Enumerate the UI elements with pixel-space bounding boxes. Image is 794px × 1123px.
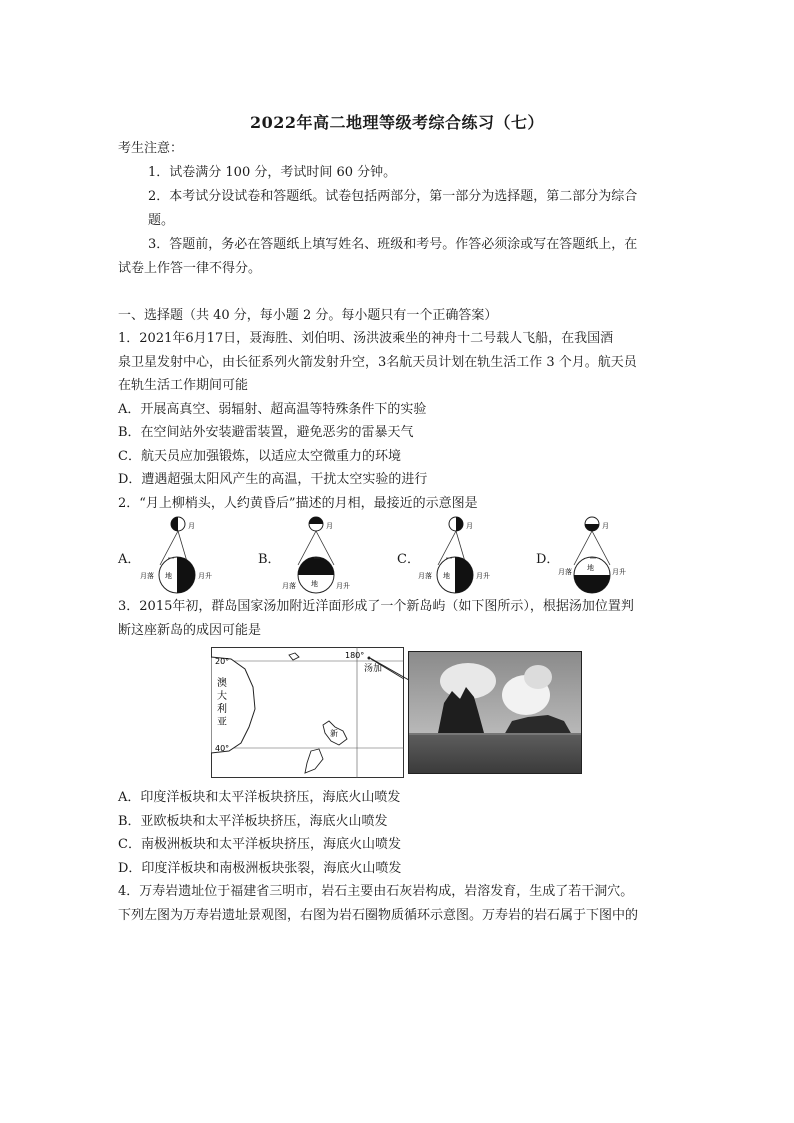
australia-char-2: 大 — [217, 691, 227, 702]
moonset-label: 月落 — [558, 568, 572, 576]
option-label-b: B． — [258, 552, 281, 567]
moonrise-label: 月升 — [476, 572, 490, 580]
moonset-label: 月落 — [418, 572, 432, 580]
notice-item: 3．答题前，务必在答题纸上填写姓名、班级和考号。作答必须涂或写在答题纸上，在 — [148, 237, 638, 252]
answer-option: A．开展高真空、弱辐射、超高温等特殊条件下的实验 — [118, 402, 427, 417]
australia-label — [216, 676, 230, 732]
question-stem: 在轨生活工作期间可能 — [118, 378, 249, 393]
earth-label: 地 — [311, 580, 318, 588]
moon-label: 月 — [466, 522, 473, 530]
section-heading: 一、选择题（共 40 分，每小题 2 分。每小题只有一个正确答案） — [118, 308, 498, 323]
moonset-label: 月落 — [140, 572, 154, 580]
answer-option: D．遭遇超强太阳风产生的高温，干扰太空实验的进行 — [118, 472, 428, 487]
page-title: 2022年高二地理等级考综合练习（七） — [249, 113, 545, 132]
tonga-label: 汤加 — [364, 664, 383, 674]
answer-option: A．印度洋板块和太平洋板块挤压，海底火山喷发 — [118, 790, 401, 805]
moon-label: 月 — [326, 522, 333, 530]
volcano-eruption-photo — [408, 651, 582, 774]
moon-phase-diagram-a — [140, 512, 220, 596]
moon-phase-diagram-b — [278, 512, 358, 596]
answer-option: B．在空间站外安装避雷装置，避免恶劣的雷暴天气 — [118, 425, 414, 440]
question-stem: 4．万寿岩遗址位于福建省三明市，岩石主要由石灰岩构成，岩溶发育，生成了若干洞穴。 — [118, 884, 634, 899]
australia-char-3: 利 — [217, 704, 227, 715]
question-stem: 1．2021年6月17日，聂海胜、刘伯明、汤洪波乘坐的神舟十二号载人飞船，在我国酒 — [118, 331, 614, 346]
earth-label: 地 — [443, 572, 450, 580]
new-zealand-label: 新 — [330, 729, 338, 738]
earth-label: 地 — [587, 564, 594, 572]
notice-item: 1．试卷满分 100 分，考试时间 60 分钟。 — [148, 165, 397, 180]
longitude-180-label: 180° — [345, 651, 365, 660]
moon-phase-diagram-d — [554, 512, 634, 596]
option-label-d: D． — [536, 552, 560, 567]
question-stem: 泉卫星发射中心，由长征系列火箭发射升空，3名航天员计划在轨生活工作 3 个月。航天员 — [118, 355, 637, 370]
notice-heading: 考生注意： — [118, 141, 184, 156]
australia-char-1: 澳 — [217, 678, 227, 689]
latitude-20-label: 20° — [215, 657, 230, 666]
notice-item: 试卷上作答一律不得分。 — [118, 261, 262, 276]
notice-item: 2．本考试分设试卷和答题纸。试卷包括两部分，第一部分为选择题，第二部分为综合 — [148, 189, 638, 204]
answer-option: B．亚欧板块和太平洋板块挤压，海底火山喷发 — [118, 814, 388, 829]
moonrise-label: 月升 — [198, 572, 212, 580]
moonset-label: 月落 — [282, 582, 296, 590]
answer-option: C．航天员应加强锻炼，以适应太空微重力的环境 — [118, 449, 401, 464]
answer-option: D．印度洋板块和南极洲板块张裂，海底火山喷发 — [118, 861, 402, 876]
moon-label: 月 — [602, 522, 609, 530]
latitude-40-label: 40° — [215, 744, 230, 753]
moonrise-label: 月升 — [336, 582, 350, 590]
question-stem: 2．“月上柳梢头，人约黄昏后”描述的月相，最接近的示意图是 — [118, 496, 478, 511]
question-stem: 下列左图为万寿岩遗址景观图，右图为岩石圈物质循环示意图。万寿岩的岩石属于下图中的 — [118, 908, 639, 923]
option-label-c: C． — [397, 552, 420, 567]
moon-phase-diagram-c — [418, 512, 498, 596]
question-stem: 断这座新岛的成因可能是 — [118, 623, 262, 638]
question-stem: 3．2015年初，群岛国家汤加附近洋面形成了一个新岛屿（如下图所示），根据汤加位置判 — [118, 599, 634, 614]
moon-label: 月 — [188, 522, 195, 530]
australia-char-4: 亚 — [217, 717, 227, 728]
option-label-a: A． — [118, 552, 141, 567]
earth-label: 地 — [165, 572, 172, 580]
answer-option: C．南极洲板块和太平洋板块挤压，海底火山喷发 — [118, 837, 401, 852]
notice-item: 题。 — [148, 213, 175, 228]
moonrise-label: 月升 — [612, 568, 626, 576]
